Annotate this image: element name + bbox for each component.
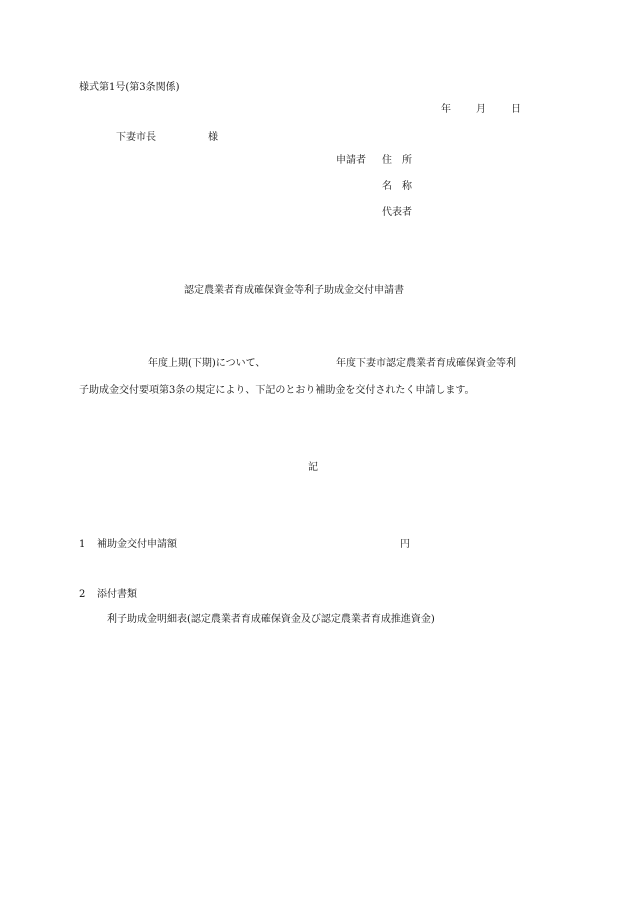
representative-label: 代表者 <box>382 207 412 218</box>
item2-label: 添付書類 <box>97 589 137 600</box>
item1-number: 1 <box>79 539 86 550</box>
item1-unit: 円 <box>400 539 410 550</box>
addressee-honorific: 様 <box>208 132 218 143</box>
address-label: 住 所 <box>382 155 412 166</box>
body-line1-part2: 年度下妻市認定農業者育成確保資金等利 <box>336 358 516 369</box>
note-heading: 記 <box>308 462 318 473</box>
addressee: 下妻市長 <box>116 132 156 143</box>
item1-label: 補助金交付申請額 <box>97 539 177 550</box>
date-day-label: 日 <box>511 104 521 115</box>
item2-number: 2 <box>79 589 86 600</box>
date-month-label: 月 <box>476 104 486 115</box>
document-title: 認定農業者育成確保資金等利子助成金交付申請書 <box>184 285 404 296</box>
form-number: 様式第1号(第3条関係) <box>79 82 180 93</box>
item2-detail: 利子助成金明細表(認定農業者育成確保資金及び認定農業者育成推進資金) <box>107 614 435 625</box>
applicant-label: 申請者 <box>336 155 366 166</box>
date-year-label: 年 <box>441 104 451 115</box>
body-line2: 子助成金交付要項第3条の規定により、下記のとおり補助金を交付されたく申請します。 <box>79 385 475 396</box>
body-line1-part1: 年度上期(下期)について、 <box>148 358 266 369</box>
name-label: 名 称 <box>382 181 412 192</box>
